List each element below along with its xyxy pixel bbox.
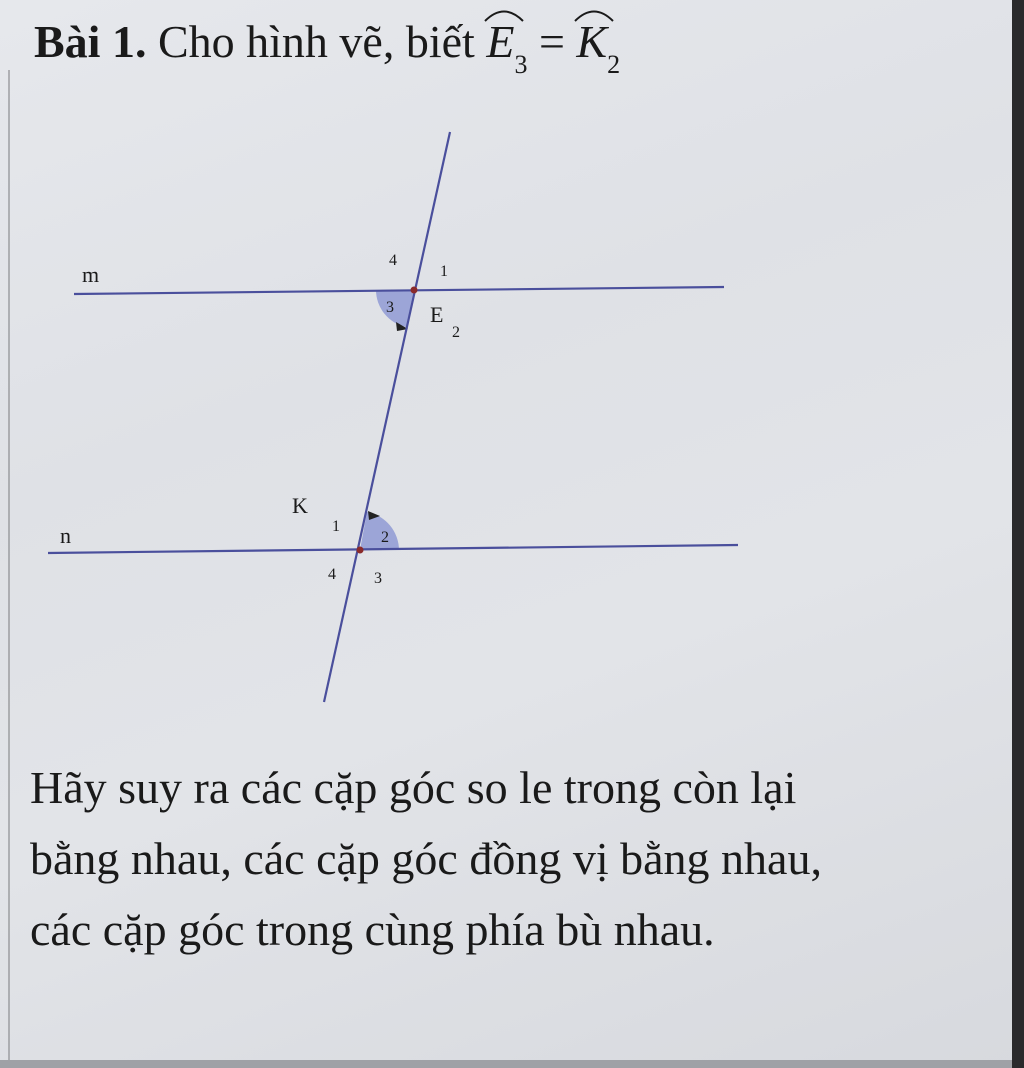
exercise-label: Bài 1. <box>34 16 147 67</box>
angle-k1-label: 1 <box>332 518 340 535</box>
angle-e1-label: 1 <box>440 263 448 280</box>
question-line-2: bằng nhau, các cặp góc đồng vị bằng nhau, <box>30 833 822 884</box>
line-m-label: m <box>82 262 100 287</box>
line-n-label: n <box>60 523 71 548</box>
geometry-figure <box>0 110 780 715</box>
angle-e3-letter: E <box>486 16 515 67</box>
angle-k2-label: 2 <box>381 529 389 546</box>
figure-svg <box>0 110 780 710</box>
right-border <box>1012 0 1024 1068</box>
angle-e2-label: 2 <box>452 324 460 341</box>
exercise-title <box>34 12 620 89</box>
transversal-line <box>324 132 450 702</box>
angle-k4-label: 4 <box>328 566 336 583</box>
angle-k3-label: 3 <box>374 570 382 587</box>
angle-k2 <box>576 12 620 89</box>
question-line-1: Hãy suy ra các cặp góc so le trong còn lại <box>30 762 797 813</box>
bottom-border <box>0 1060 1012 1068</box>
angle-e3 <box>486 12 527 89</box>
angle-e4-label: 4 <box>389 252 397 269</box>
question-line-3: các cặp góc trong cùng phía bù nhau. <box>30 904 715 955</box>
angle-e3-index: 3 <box>514 50 528 80</box>
hat-k2-icon <box>574 6 614 22</box>
angle-k2-index: 2 <box>607 50 621 80</box>
angle-k2-letter: K <box>576 16 608 67</box>
point-e-label: E <box>430 302 444 327</box>
equals-sign: = <box>538 16 565 67</box>
question-text <box>30 752 990 965</box>
point-e <box>411 287 418 294</box>
hat-e3-icon <box>484 6 524 22</box>
point-k <box>357 547 364 554</box>
point-k-label: K <box>292 493 308 518</box>
intro-text: Cho hình vẽ, biết <box>157 16 475 67</box>
angle-e3-label: 3 <box>386 299 394 316</box>
